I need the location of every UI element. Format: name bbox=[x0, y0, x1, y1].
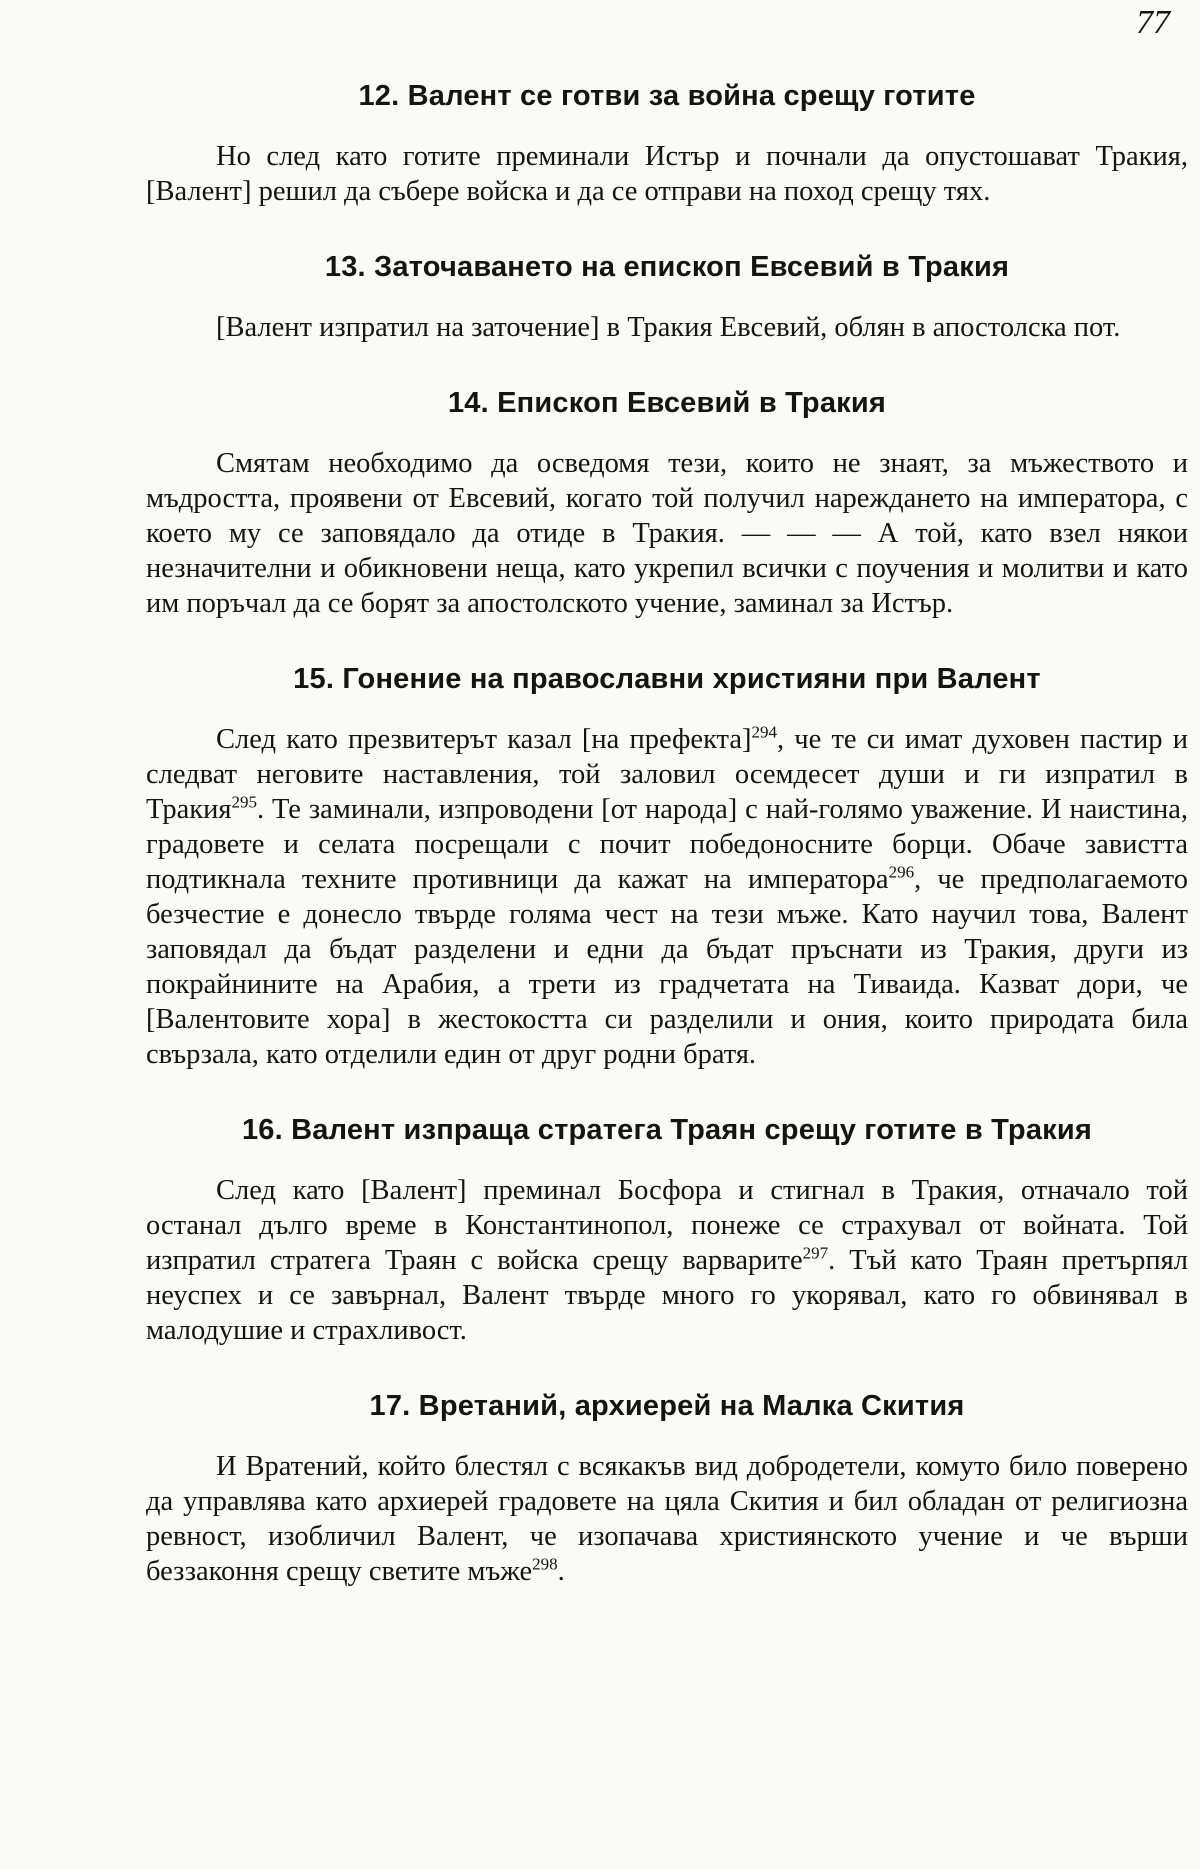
paragraph-text: . bbox=[557, 1556, 565, 1587]
section-heading: 13. Заточаването на епископ Евсевий в Тракия bbox=[324, 251, 1010, 283]
section-paragraph: Но след като готите преминали Истър и почнали да опустошават Тракия, [Валент] решил да събере войска и да се отправи на поход срещу тях. bbox=[146, 141, 1188, 207]
section-heading: 16. Валент изпраща стратега Траян срещу готите в Тракия bbox=[241, 1114, 1093, 1146]
section-13 bbox=[146, 251, 1188, 345]
section-12 bbox=[146, 80, 1188, 209]
section-heading: 14. Епископ Евсевий в Тракия bbox=[447, 387, 887, 419]
section-paragraph bbox=[146, 1173, 1188, 1348]
page-content bbox=[146, 80, 1188, 1631]
section-paragraph: Смятам необходимо да осведомя тези, които не знаят, за мъжеството и мъдростта, проявени от Евсевий, когато той получил нареждането на императора, с което му се заповядало да отиде в Тракия. — — — А той, като взел някои незначителни и обикновени неща, като укрепил всички с поучения и молитви и като им поръчал да се борят за апостолското учение, заминал за Истър. bbox=[146, 448, 1188, 619]
paragraph-text: И Вратений, който блестял с всякакъв вид добродетели, комуто било поверено да управлява като архиерей градовете на цяла Скития и бил обладан от религиозна ревност, изобличил Валент, че изопачава християнското учение и че върши беззаконня срещу светите мъже bbox=[146, 1451, 1188, 1587]
section-14 bbox=[146, 387, 1188, 621]
section-paragraph bbox=[146, 722, 1188, 1072]
paragraph-text: . Тъй като Траян претърпял неуспех и се завърнал, Валент твърде много го укорявал, като го обвинявал в малодушие и страхливост. bbox=[146, 1245, 1188, 1346]
section-heading: 12. Валент се готви за война срещу готите bbox=[358, 80, 976, 112]
section-15 bbox=[146, 663, 1188, 1072]
paragraph-text: , че те си имат духовен пастир и следват неговите наставления, той заловил осемдесет души и ги изпратил в Тракия bbox=[146, 724, 1188, 825]
section-paragraph: [Валент изпратил на заточение] в Тракия Евсевий, облян в апостолска пот. bbox=[216, 312, 1121, 343]
section-paragraph bbox=[146, 1449, 1188, 1589]
footnote-ref: 295 bbox=[231, 792, 257, 812]
footnote-ref: 296 bbox=[888, 862, 915, 882]
section-17 bbox=[146, 1390, 1188, 1589]
paragraph-text: След като [Валент] преминал Босфора и стигнал в Тракия, отначало той останал дълго време в Константинопол, понеже се страхувал от войната. Той изпратил стратега Траян с войска срещу варварите bbox=[146, 1175, 1188, 1276]
footnote-ref: 297 bbox=[802, 1243, 829, 1263]
section-heading: 17. Вретаний, архиерей на Малка Скития bbox=[369, 1390, 965, 1422]
page-number: 77 bbox=[1136, 4, 1170, 41]
paragraph-text: . Те заминали, изпроводени [от народа] с най-голямо уважение. И наистина, градовете и селата посрещали с почит победоносните борци. Обаче завистта подтикнала техните противници да кажат на императора bbox=[146, 794, 1188, 895]
paragraph-text: След като презвитерът казал [на префекта] bbox=[216, 724, 752, 755]
footnote-ref: 298 bbox=[532, 1554, 558, 1574]
section-heading: 15. Гонение на православни християни при Валент bbox=[293, 663, 1041, 695]
footnote-ref: 294 bbox=[751, 722, 777, 742]
section-16 bbox=[146, 1114, 1188, 1348]
paragraph-text: , че предполагаемото безчестие е донесло твърде голяма чест на тези мъже. Като научил това, Валент заповядал да бъдат разделени и едни да бъдат пръснати из Тракия, други из покрайнините на Арабия, а трети из градчетата на Тиваида. Казват дори, че [Валентовите хора] в жестокостта си разделили и ония, които природата била свързала, като отделили един от друг родни братя. bbox=[146, 864, 1188, 1070]
